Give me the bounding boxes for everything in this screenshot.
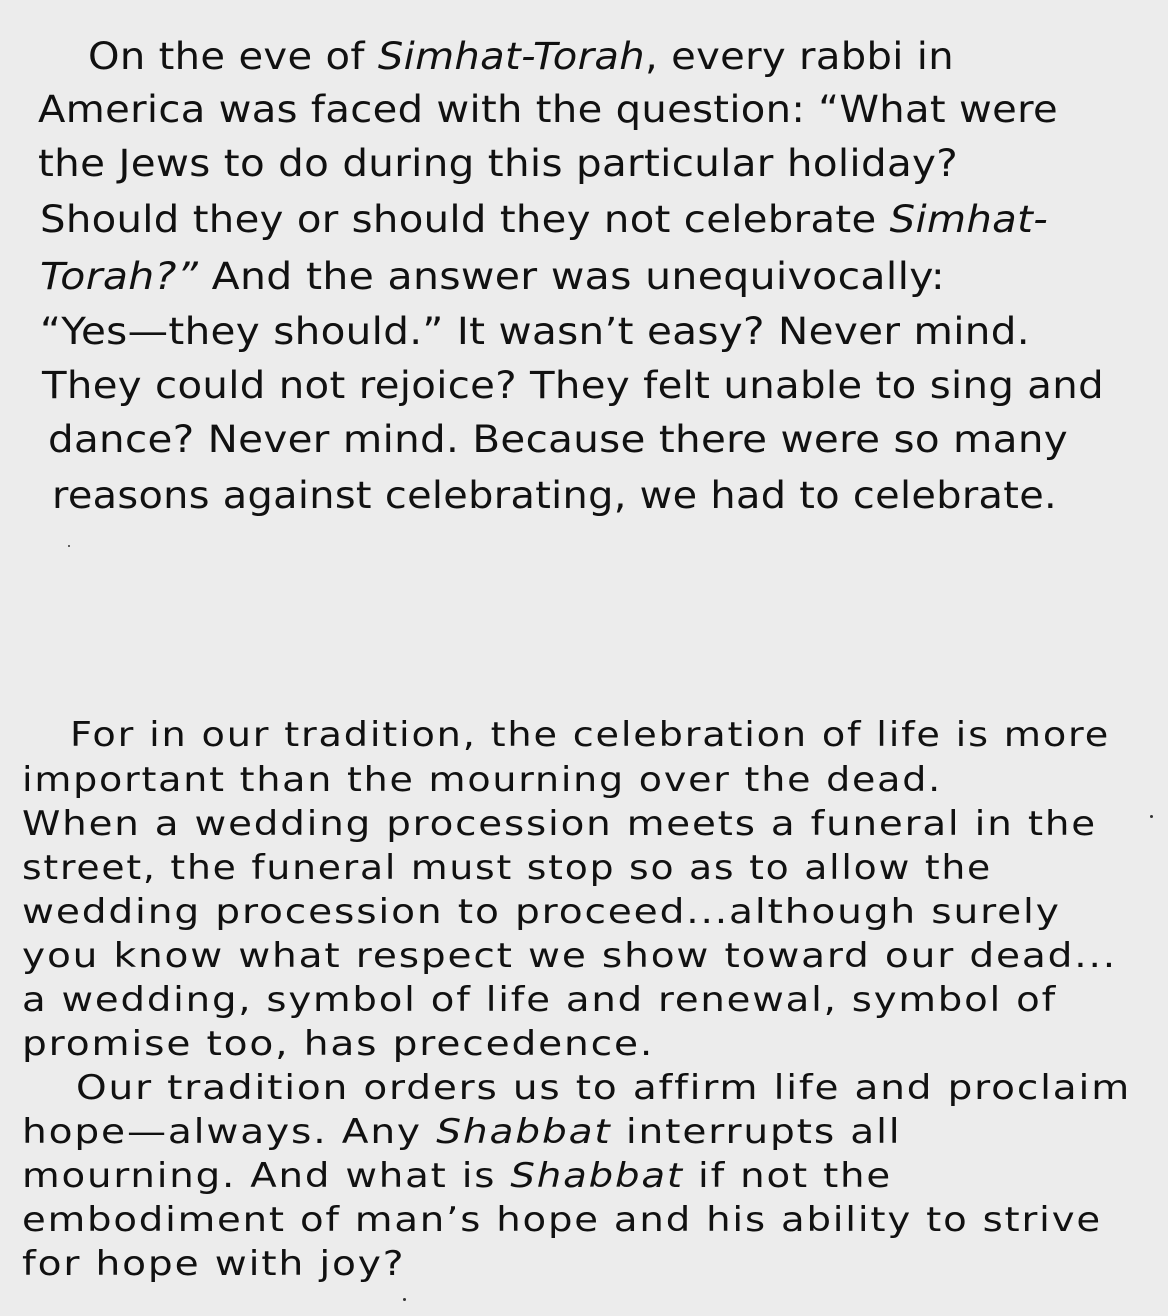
text-run: interrupts all	[611, 1112, 902, 1152]
text-line	[38, 88, 1058, 131]
text-run: for hope with joy?	[22, 1244, 406, 1284]
text-line	[88, 35, 954, 78]
text-run: America was faced with the question: “What were	[38, 88, 1059, 131]
text-run: wedding procession to proceed...although surely	[22, 892, 1061, 932]
text-run: Our tradition orders us to affirm life and proclaim	[76, 1068, 1132, 1108]
italic-phrase: Simhat-Torah	[377, 35, 646, 78]
text-line	[22, 936, 1117, 976]
text-run: reasons against celebrating, we had to celebrate.	[52, 474, 1058, 517]
text-line	[22, 804, 1097, 844]
text-run: mourning. And what is	[22, 1156, 511, 1196]
text-run: hope—always. Any	[22, 1112, 437, 1152]
text-run: embodiment of man’s hope and his ability to strive	[22, 1200, 1102, 1240]
text-line	[22, 892, 1061, 932]
text-line	[22, 760, 942, 800]
text-run: On the eve of	[88, 35, 378, 78]
text-line	[22, 980, 1057, 1020]
italic-phrase: Shabbat	[510, 1156, 684, 1196]
text-line	[22, 1024, 654, 1064]
text-run: important than the mourning over the dead.	[22, 760, 942, 800]
text-line	[52, 474, 1057, 517]
text-line	[22, 1156, 892, 1196]
text-line	[22, 1200, 1102, 1240]
text-run: you know what respect we show toward our dead...	[22, 936, 1117, 976]
text-line	[40, 255, 945, 298]
text-run: if not the	[683, 1156, 893, 1196]
scan-speck	[1150, 815, 1153, 818]
text-line	[48, 418, 1068, 461]
italic-phrase: Torah?”	[40, 255, 199, 298]
text-run: And the answer was unequivocally:	[198, 255, 946, 298]
text-run: , every rabbi in	[645, 35, 954, 78]
text-run: Should they or should they not celebrate	[40, 198, 890, 241]
text-line	[42, 364, 1104, 407]
text-run: street, the funeral must stop so as to allow the	[22, 848, 993, 888]
text-line	[40, 198, 1048, 241]
text-line	[38, 142, 958, 185]
text-run: promise too, has precedence.	[22, 1024, 655, 1064]
text-line	[22, 848, 992, 888]
text-run: a wedding, symbol of life and renewal, symbol of	[22, 980, 1058, 1020]
italic-phrase: Simhat-	[889, 198, 1049, 241]
scan-speck	[403, 1298, 406, 1301]
text-run: “Yes—they should.” It wasn’t easy? Never mind.	[40, 310, 1030, 353]
text-line	[40, 310, 1030, 353]
text-run: the Jews to do during this particular holiday?	[38, 142, 959, 185]
text-line	[70, 715, 1110, 755]
text-line	[22, 1244, 405, 1284]
text-run: dance? Never mind. Because there were so many	[48, 418, 1068, 461]
text-line	[22, 1112, 902, 1152]
text-line	[76, 1068, 1131, 1108]
text-run: When a wedding procession meets a funeral in the	[22, 804, 1097, 844]
text-run: For in our tradition, the celebration of life is more	[70, 715, 1111, 755]
italic-phrase: Shabbat	[436, 1112, 612, 1152]
text-run: They could not rejoice? They felt unable to sing and	[42, 364, 1104, 407]
scan-speck	[68, 545, 70, 547]
